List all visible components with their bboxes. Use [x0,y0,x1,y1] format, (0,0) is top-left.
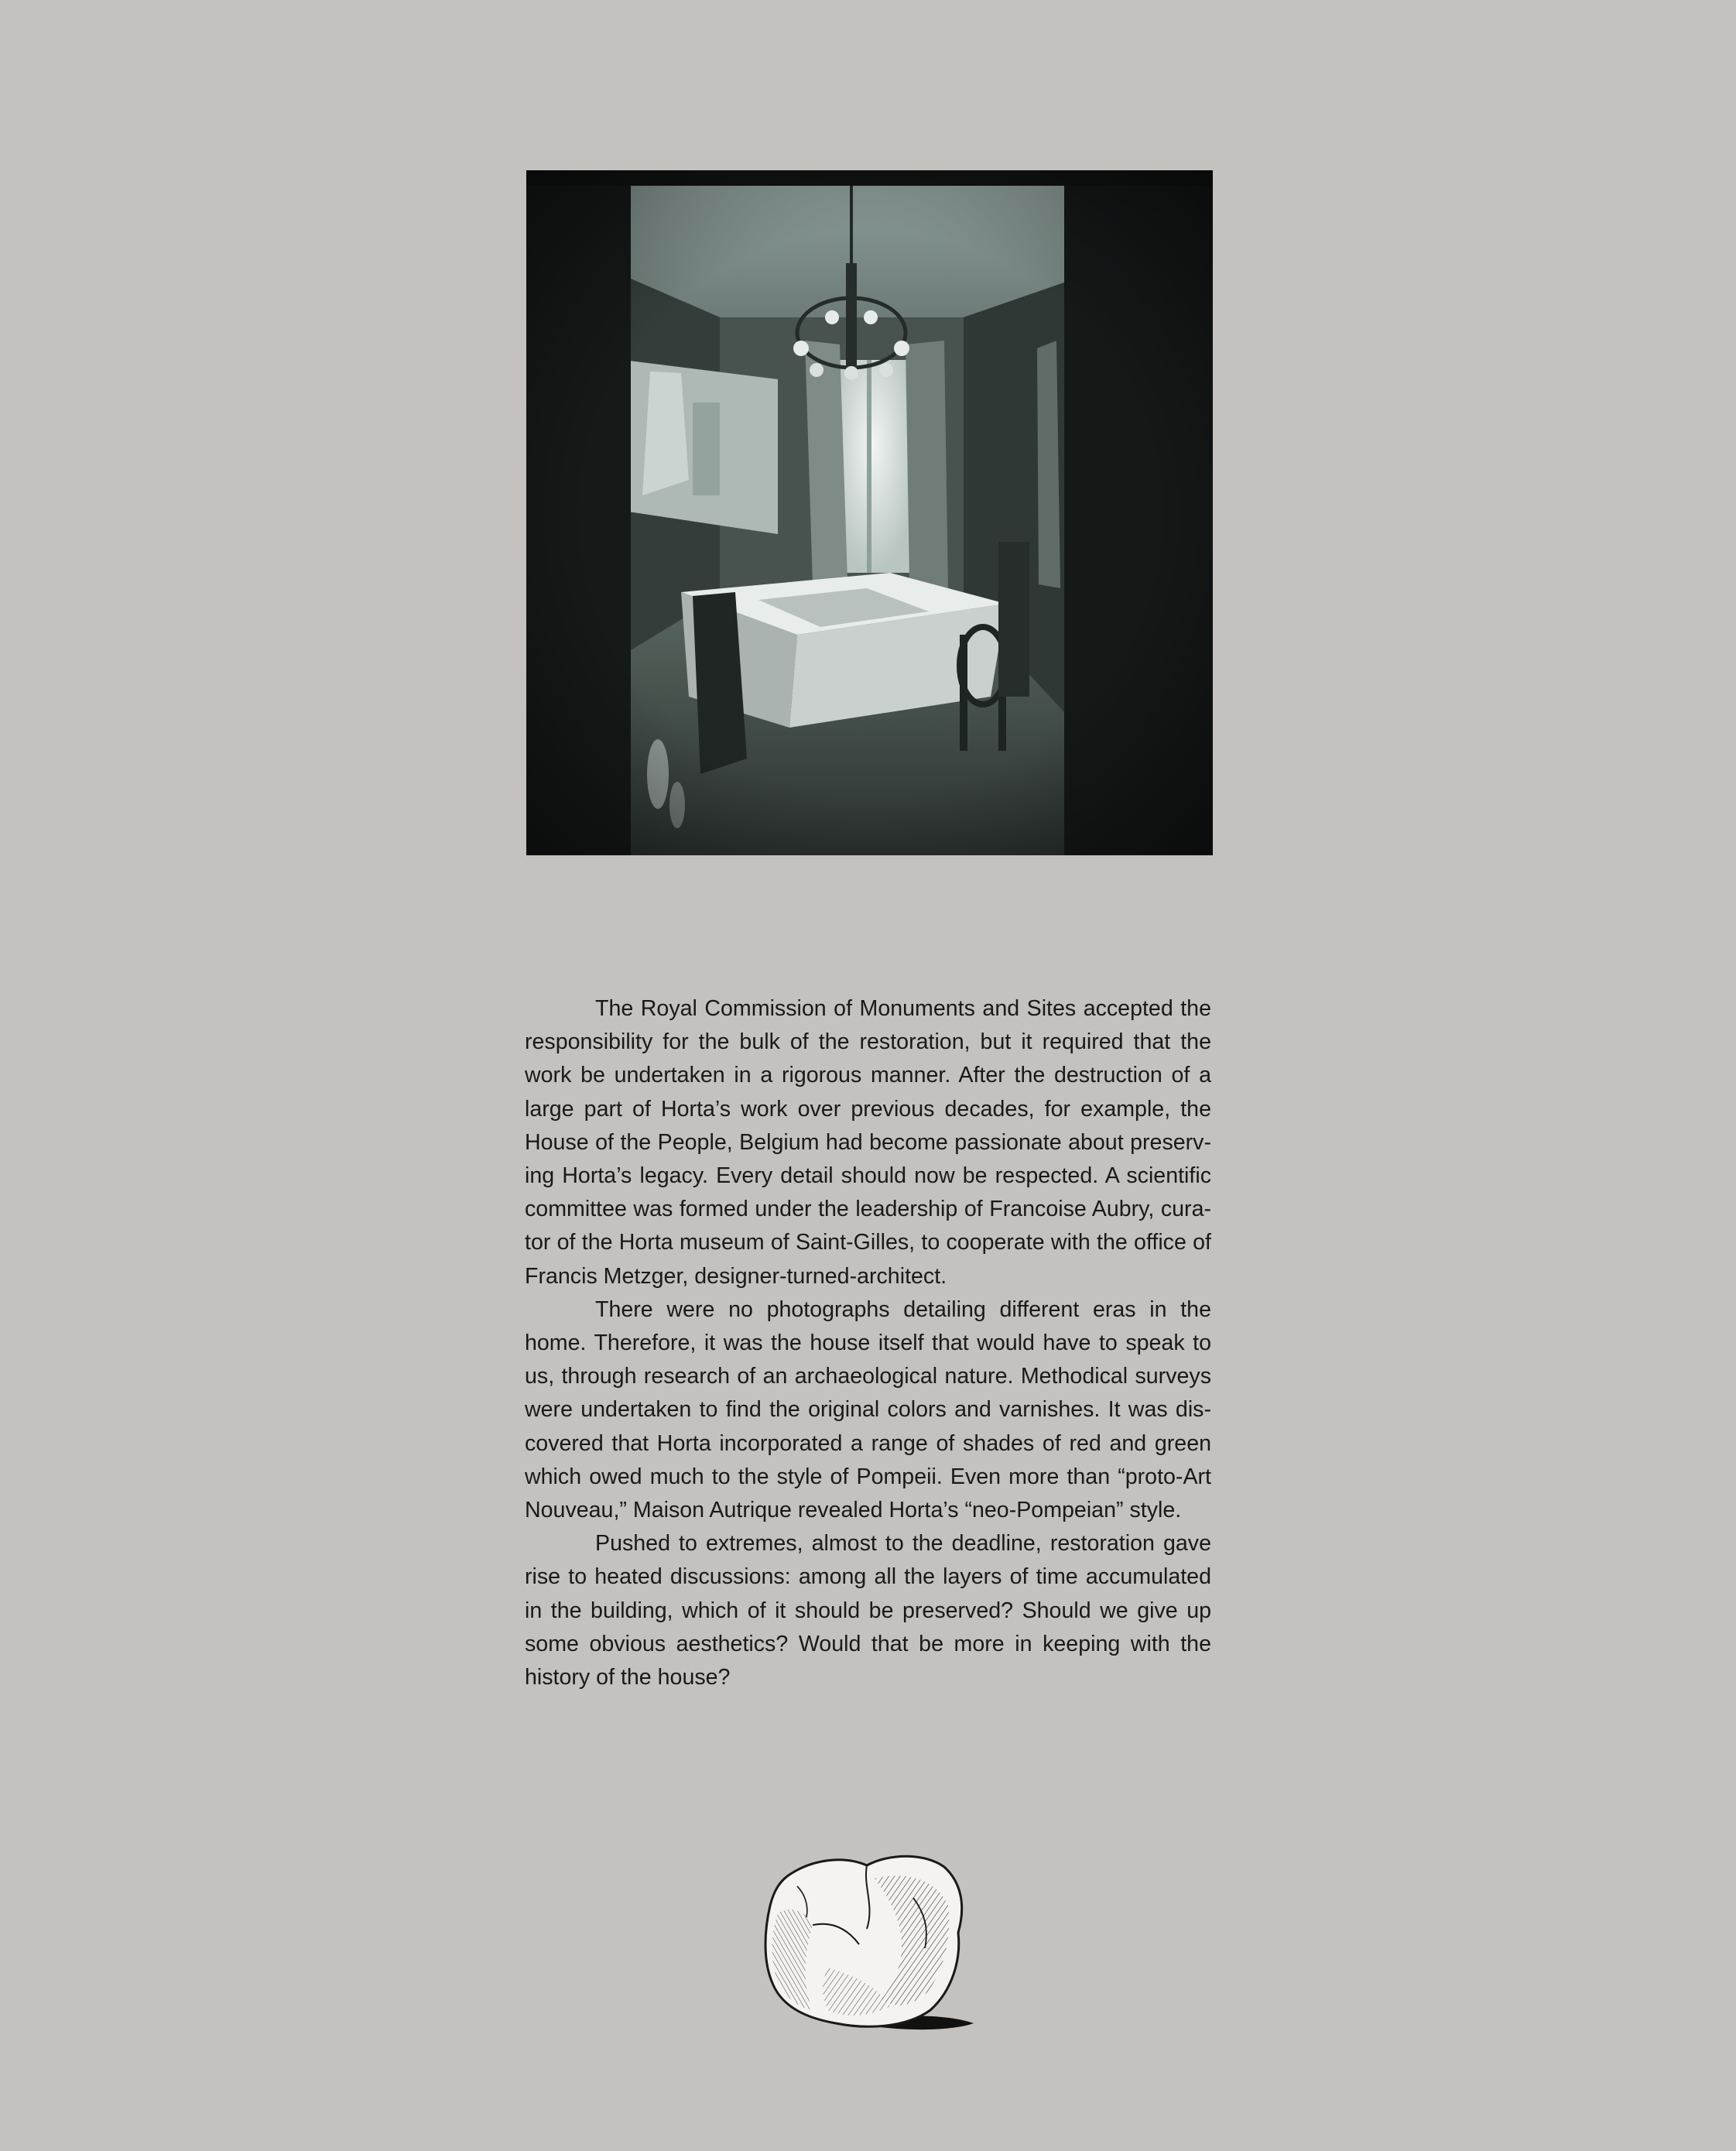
article-text [525,992,1211,1694]
paragraph-2: There were no photographs detailing different eras in the home. Therefore, it was the house itself that would have to speak to us, through research of an archaeological nature. Methodical surveys were undertaken to find the original colors and varnishes. It was discovered that Horta incorporated a range of shades of red and green which owed much to the style of Pompeii. Even more than “proto-Art Nouveau,” Maison Autrique revealed Horta’s “neo-Pompeian” style. [525,1296,1211,1523]
paragraph-1: The Royal Commission of Monuments and Sites accepted the responsibility for the bulk of the restoration, but it required that the work be undertaken in a rigorous manner. After the destruction of a large part of Horta’s work over previous decades, for example, the House of the People, Belgium had become passionate about preserving Horta’s legacy. Every detail should now be respected. A scientific committee was formed under the leadership of Francoise Aubry, curator of the Horta museum of Saint-Gilles, to cooperate with the office of Francis Metzger, designer-turned-architect. [525,996,1211,1289]
dining-room-photo-image [526,170,1213,855]
rock-engraving [758,1851,983,2043]
stone-illustration [758,1851,983,2043]
interior-photograph [526,170,1213,855]
paragraph-3: Pushed to extremes, almost to the deadline, restoration gave rise to heated discussions: among all the layers of time accumulated in the building, which of it should be preserved? Should we give up some obvious aesthetics? Would that be more in keeping with the history of the house? [525,1531,1211,1690]
